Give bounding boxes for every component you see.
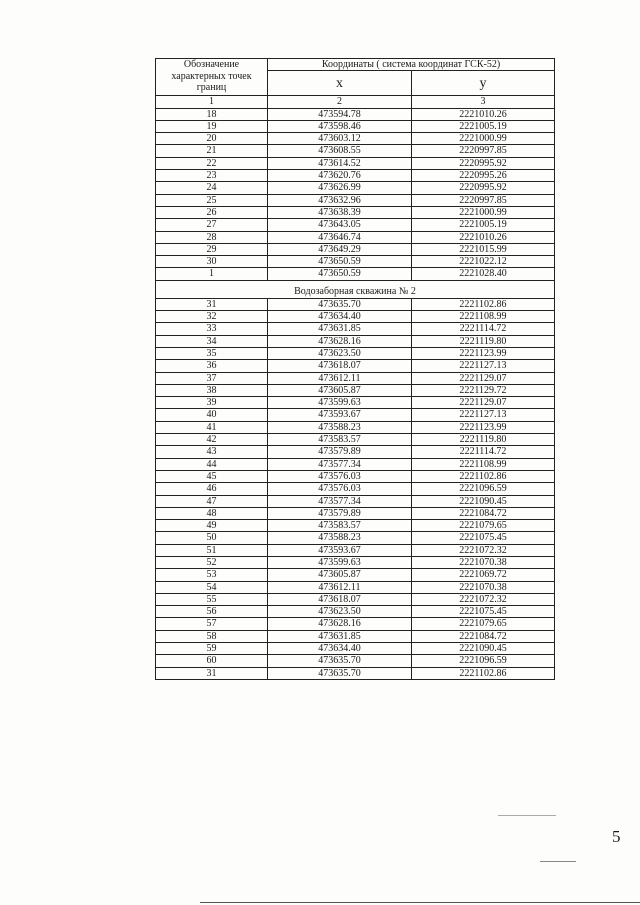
y-coordinate-cell: 2221079.65 [412,520,555,532]
y-coordinate-cell: 2221108.99 [412,311,555,323]
column-number: 2 [268,96,412,108]
table-row [156,434,555,446]
table-row [156,182,555,194]
point-number-cell: 21 [156,145,268,157]
table-row [156,556,555,568]
y-coordinate-cell: 2221102.86 [412,298,555,310]
table-row [156,520,555,532]
point-number-cell: 48 [156,507,268,519]
table-row [156,108,555,120]
point-number-cell: 23 [156,170,268,182]
y-coordinate-cell: 2221108.99 [412,458,555,470]
y-coordinate-cell: 2221119.80 [412,434,555,446]
table-row [156,593,555,605]
table-row [156,532,555,544]
table-row [156,298,555,310]
x-coordinate-cell: 473577.34 [268,495,412,507]
point-number-cell: 22 [156,157,268,169]
x-coordinate-cell: 473605.87 [268,384,412,396]
point-number-cell: 43 [156,446,268,458]
table-row [156,655,555,667]
table-row [156,384,555,396]
coordinates-table [155,58,555,680]
point-number-cell: 35 [156,347,268,359]
table-row [156,470,555,482]
x-coordinate-cell: 473635.70 [268,655,412,667]
point-number-cell: 20 [156,133,268,145]
table-row [156,256,555,268]
point-number-cell: 46 [156,483,268,495]
x-coordinate-cell: 473612.11 [268,372,412,384]
point-number-cell: 28 [156,231,268,243]
x-coordinate-cell: 473594.78 [268,108,412,120]
table-row [156,120,555,132]
table-row [156,495,555,507]
y-coordinate-cell: 2221079.65 [412,618,555,630]
table-row [156,219,555,231]
point-number-cell: 50 [156,532,268,544]
y-coordinate-cell: 2221127.13 [412,360,555,372]
point-number-cell: 27 [156,219,268,231]
table-row [156,231,555,243]
y-coordinate-cell: 2221010.26 [412,231,555,243]
point-number-cell: 34 [156,335,268,347]
y-coordinate-cell: 2221070.38 [412,581,555,593]
scan-mark [498,815,556,816]
x-coordinate-cell: 473643.05 [268,219,412,231]
y-coordinate-cell: 2221069.72 [412,569,555,581]
y-coordinate-cell: 2221070.38 [412,556,555,568]
x-coordinate-cell: 473579.89 [268,507,412,519]
x-coordinate-cell: 473623.50 [268,606,412,618]
y-coordinate-cell: 2221129.72 [412,384,555,396]
point-number-cell: 53 [156,569,268,581]
y-coordinate-cell: 2221102.86 [412,470,555,482]
table-row [156,243,555,255]
y-coordinate-cell: 2221114.72 [412,323,555,335]
table-row [156,268,555,280]
y-coordinate-cell: 2221072.32 [412,593,555,605]
point-number-cell: 57 [156,618,268,630]
table-row [156,483,555,495]
point-number-cell: 47 [156,495,268,507]
section-title: Водозаборная скважина № 2 [156,280,555,298]
x-coordinate-cell: 473631.85 [268,630,412,642]
point-number-cell: 30 [156,256,268,268]
y-coordinate-cell: 2220995.92 [412,157,555,169]
y-coordinate-cell: 2221129.07 [412,372,555,384]
x-coordinate-cell: 473649.29 [268,243,412,255]
x-coordinate-cell: 473618.07 [268,360,412,372]
header-y: y [412,71,555,96]
header-coordinates: Координаты ( система координат ГСК-52) [268,59,555,71]
point-number-cell: 55 [156,593,268,605]
x-coordinate-cell: 473603.12 [268,133,412,145]
y-coordinate-cell: 2221000.99 [412,206,555,218]
table-row [156,409,555,421]
y-coordinate-cell: 2221096.59 [412,655,555,667]
y-coordinate-cell: 2221072.32 [412,544,555,556]
point-number-cell: 36 [156,360,268,372]
y-coordinate-cell: 2221123.99 [412,421,555,433]
point-number-cell: 37 [156,372,268,384]
point-number-cell: 38 [156,384,268,396]
x-coordinate-cell: 473579.89 [268,446,412,458]
header-row [156,59,555,71]
x-coordinate-cell: 473632.96 [268,194,412,206]
y-coordinate-cell: 2221084.72 [412,507,555,519]
point-number-cell: 49 [156,520,268,532]
table-row [156,446,555,458]
x-coordinate-cell: 473599.63 [268,397,412,409]
x-coordinate-cell: 473576.03 [268,483,412,495]
x-coordinate-cell: 473628.16 [268,335,412,347]
y-coordinate-cell: 2221090.45 [412,495,555,507]
header-x: x [268,71,412,96]
x-coordinate-cell: 473583.57 [268,520,412,532]
table-row [156,323,555,335]
point-number-cell: 52 [156,556,268,568]
y-coordinate-cell: 2221114.72 [412,446,555,458]
x-coordinate-cell: 473612.11 [268,581,412,593]
x-coordinate-cell: 473635.70 [268,298,412,310]
y-coordinate-cell: 2221123.99 [412,347,555,359]
y-coordinate-cell: 2221096.59 [412,483,555,495]
table-row [156,206,555,218]
x-coordinate-cell: 473618.07 [268,593,412,605]
table-row [156,170,555,182]
y-coordinate-cell: 2221015.99 [412,243,555,255]
x-coordinate-cell: 473626.99 [268,182,412,194]
point-number-cell: 56 [156,606,268,618]
scan-mark [540,861,576,862]
column-number: 1 [156,96,268,108]
x-coordinate-cell: 473638.39 [268,206,412,218]
x-coordinate-cell: 473614.52 [268,157,412,169]
table-row [156,507,555,519]
x-coordinate-cell: 473635.70 [268,667,412,679]
section-row [156,280,555,298]
table-row [156,544,555,556]
x-coordinate-cell: 473593.67 [268,409,412,421]
x-coordinate-cell: 473576.03 [268,470,412,482]
x-coordinate-cell: 473634.40 [268,643,412,655]
table-row [156,606,555,618]
table-row [156,569,555,581]
x-coordinate-cell: 473599.63 [268,556,412,568]
table-row [156,360,555,372]
table-row [156,311,555,323]
point-number-cell: 41 [156,421,268,433]
x-coordinate-cell: 473605.87 [268,569,412,581]
y-coordinate-cell: 2221005.19 [412,219,555,231]
table-row [156,618,555,630]
x-coordinate-cell: 473620.76 [268,170,412,182]
y-coordinate-cell: 2221090.45 [412,643,555,655]
y-coordinate-cell: 2221005.19 [412,120,555,132]
y-coordinate-cell: 2221022.12 [412,256,555,268]
table-row [156,145,555,157]
point-number-cell: 44 [156,458,268,470]
point-number-cell: 39 [156,397,268,409]
table-row [156,194,555,206]
x-coordinate-cell: 473631.85 [268,323,412,335]
x-coordinate-cell: 473650.59 [268,256,412,268]
table-row [156,458,555,470]
y-coordinate-cell: 2221010.26 [412,108,555,120]
point-number-cell: 26 [156,206,268,218]
table-row [156,421,555,433]
table-body-group-2 [156,298,555,679]
x-coordinate-cell: 473628.16 [268,618,412,630]
table-row [156,397,555,409]
table-body-group-1 [156,108,555,280]
y-coordinate-cell: 2220997.85 [412,194,555,206]
point-number-cell: 45 [156,470,268,482]
y-coordinate-cell: 2221000.99 [412,133,555,145]
point-number-cell: 1 [156,268,268,280]
x-coordinate-cell: 473583.57 [268,434,412,446]
x-coordinate-cell: 473598.46 [268,120,412,132]
x-coordinate-cell: 473593.67 [268,544,412,556]
table-row [156,372,555,384]
table-row [156,335,555,347]
table-row [156,157,555,169]
point-number-cell: 29 [156,243,268,255]
point-number-cell: 54 [156,581,268,593]
y-coordinate-cell: 2221075.45 [412,606,555,618]
point-number-cell: 59 [156,643,268,655]
x-coordinate-cell: 473577.34 [268,458,412,470]
point-number-cell: 51 [156,544,268,556]
y-coordinate-cell: 2221028.40 [412,268,555,280]
point-number-cell: 31 [156,298,268,310]
column-number-row [156,96,555,108]
page-number: 5 [612,827,621,846]
y-coordinate-cell: 2221119.80 [412,335,555,347]
point-number-cell: 60 [156,655,268,667]
table-row [156,581,555,593]
y-coordinate-cell: 2221129.07 [412,397,555,409]
table-row [156,347,555,359]
y-coordinate-cell: 2221127.13 [412,409,555,421]
x-coordinate-cell: 473650.59 [268,268,412,280]
header-point-designation: Обозначение характерных точек границ [156,59,268,96]
section-heading-body [156,280,555,298]
column-number: 3 [412,96,555,108]
table-row [156,133,555,145]
point-number-cell: 40 [156,409,268,421]
point-number-cell: 18 [156,108,268,120]
table-row [156,643,555,655]
y-coordinate-cell: 2220995.26 [412,170,555,182]
x-coordinate-cell: 473646.74 [268,231,412,243]
x-coordinate-cell: 473588.23 [268,532,412,544]
point-number-cell: 19 [156,120,268,132]
point-number-cell: 24 [156,182,268,194]
table-row [156,630,555,642]
y-coordinate-cell: 2221084.72 [412,630,555,642]
x-coordinate-cell: 473623.50 [268,347,412,359]
x-coordinate-cell: 473634.40 [268,311,412,323]
x-coordinate-cell: 473588.23 [268,421,412,433]
y-coordinate-cell: 2221102.86 [412,667,555,679]
y-coordinate-cell: 2220995.92 [412,182,555,194]
point-number-cell: 33 [156,323,268,335]
point-number-cell: 25 [156,194,268,206]
y-coordinate-cell: 2221075.45 [412,532,555,544]
point-number-cell: 31 [156,667,268,679]
point-number-cell: 58 [156,630,268,642]
y-coordinate-cell: 2220997.85 [412,145,555,157]
point-number-cell: 42 [156,434,268,446]
table-row [156,667,555,679]
scan-mark [200,902,640,903]
point-number-cell: 32 [156,311,268,323]
x-coordinate-cell: 473608.55 [268,145,412,157]
